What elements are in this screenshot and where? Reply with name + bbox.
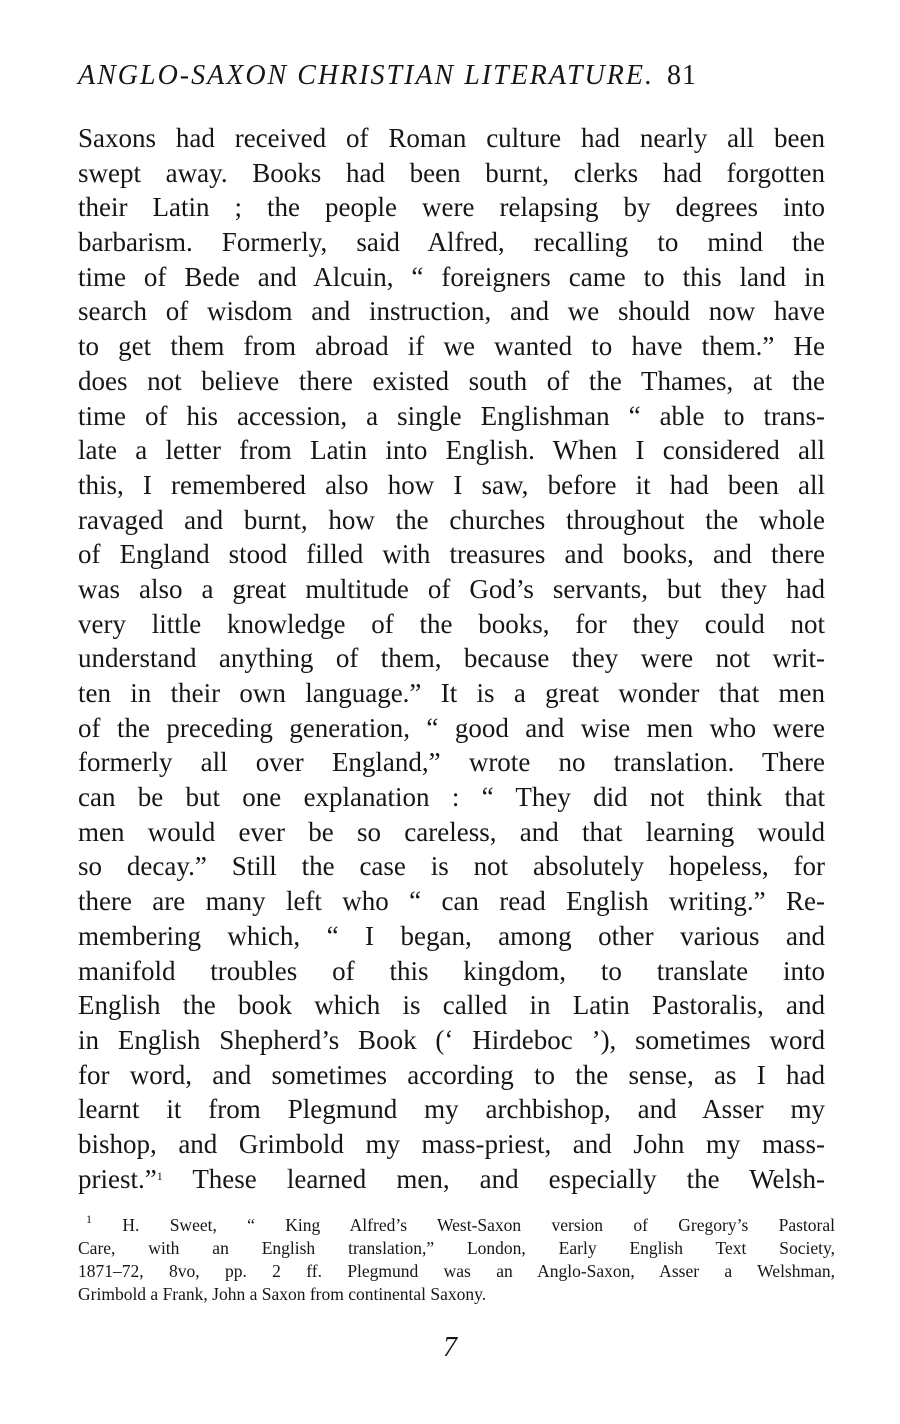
footnote [78, 1214, 835, 1306]
text-line: of England stood filled with treasures and books, and there [78, 539, 825, 570]
text-line: ten in their own language.” It is a great wonder that men [78, 678, 825, 708]
text-line: in English Shepherd’s Book (‘ Hirdeboc ’), sometimes word [78, 1024, 825, 1055]
text-line: to get them from abroad if we wanted to have them.” He [78, 331, 825, 362]
text-line: time of Bede and Alcuin, “ foreigners came to this land in [78, 261, 825, 292]
text-line: men would ever be so careless, and that learning would [78, 816, 825, 847]
running-head [78, 60, 828, 92]
text-line: was also a great multitude of God’s servants, but they had [78, 573, 825, 604]
text-line: time of his accession, a single Englishman “ able to trans- [78, 400, 825, 431]
text-line: does not believe there existed south of the Thames, at the [78, 365, 825, 396]
text-line: so decay.” Still the case is not absolutely hopeless, for [78, 851, 825, 882]
footnote-line: Care, with an English translation,” London, Early English Text Society, [78, 1238, 835, 1258]
text-line-with-footnote-ref [78, 1162, 825, 1197]
text-line: late a letter from Latin into English. When I considered all [78, 435, 825, 466]
footnote-reference[interactable]: 1 [156, 1168, 163, 1183]
text-line: English the book which is called in Latin Pastoralis, and [78, 990, 825, 1021]
text-line: ravaged and burnt, how the churches throughout the whole [78, 504, 825, 535]
footnote-line [78, 1214, 835, 1237]
main-text [78, 121, 825, 1196]
footnote-text: H. Sweet, “ King Alfred’s West-Saxon version of Gregory’s Pastoral [122, 1215, 835, 1235]
text-fragment: priest.” [78, 1163, 157, 1194]
text-line: of the preceding generation, “ good and wise men who were [78, 712, 825, 743]
text-line: there are many left who “ can read English writing.” Re- [78, 886, 825, 917]
text-line: barbarism. Formerly, said Alfred, recalling to mind the [78, 227, 825, 258]
footnote-line: 1871–72, 8vo, pp. 2 ff. Plegmund was an Anglo-Saxon, Asser a Welshman, [78, 1261, 835, 1281]
text-line: for word, and sometimes according to the sense, as I had [78, 1059, 825, 1090]
text-line: bishop, and Grimbold my mass-priest, and John my mass- [78, 1128, 825, 1159]
text-line: learnt it from Plegmund my archbishop, and Asser my [78, 1094, 825, 1125]
text-line: understand anything of them, because they were not writ- [78, 643, 825, 674]
running-title: ANGLO-SAXON CHRISTIAN LITERATURE. [78, 60, 654, 91]
signature-mark: 7 [443, 1332, 457, 1363]
footnote-line: Grimbold a Frank, John a Saxon from continental Saxony. [78, 1284, 487, 1304]
text-fragment: These learned men, and especially the Welsh- [192, 1163, 826, 1194]
text-line: formerly all over England,” wrote no translation. There [78, 747, 825, 778]
page-number: 81 [666, 60, 697, 91]
text-line: swept away. Books had been burnt, clerks had forgotten [78, 157, 825, 188]
text-line: can be but one explanation : “ They did not think that [78, 782, 825, 813]
text-line: search of wisdom and instruction, and we should now have [78, 296, 825, 327]
text-line: manifold troubles of this kingdom, to translate into [78, 955, 825, 986]
text-line: very little knowledge of the books, for they could not [78, 608, 825, 639]
text-line: this, I remembered also how I saw, before it had been all [78, 469, 825, 500]
text-line: their Latin ; the people were relapsing by degrees into [78, 192, 825, 223]
text-line: Saxons had received of Roman culture had nearly all been [78, 123, 825, 153]
text-line: membering which, “ I began, among other various and [78, 920, 825, 951]
footnote-marker: 1 [86, 1212, 92, 1226]
